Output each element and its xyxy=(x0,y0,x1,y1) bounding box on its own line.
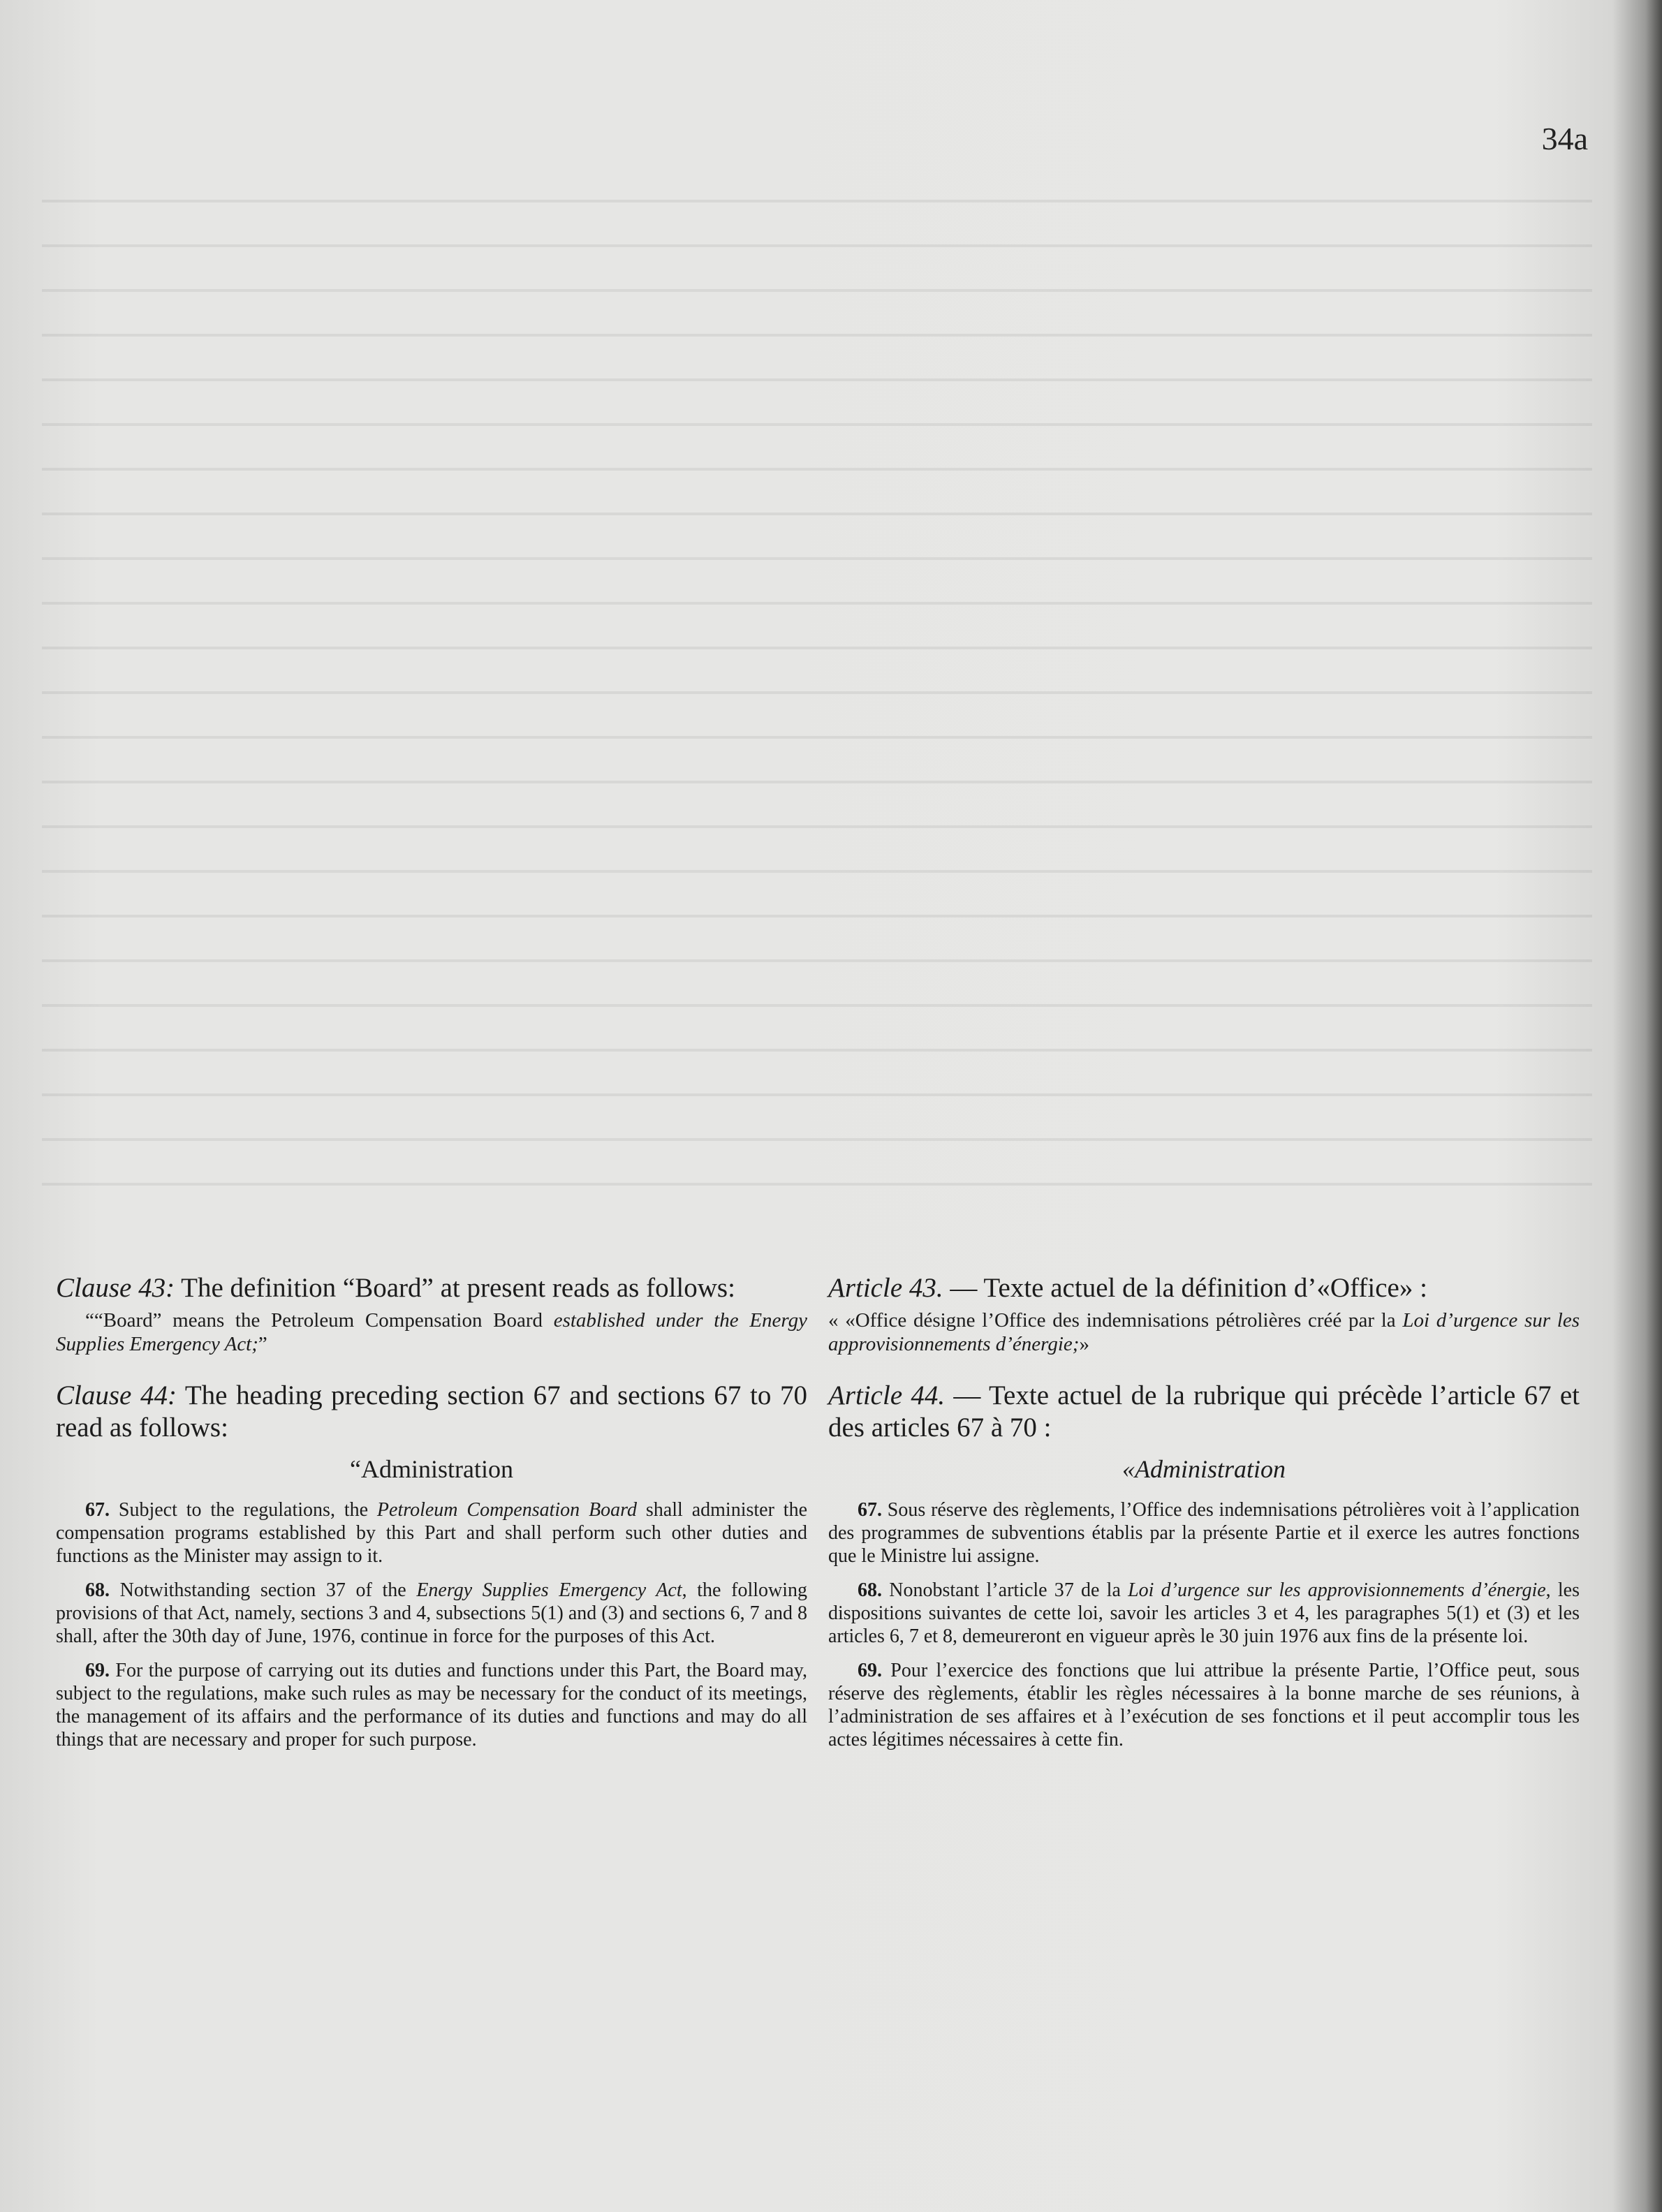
section-text: For the purpose of carrying out its duties and functions under this Part, the Board may, subject to the regulations, make such rules as may be necessary for the conduct of its meetings, the management of its affairs and the performance of its duties and functions and may do all things that are necessary and proper for such purpose. xyxy=(56,1660,807,1750)
section-number: 67. xyxy=(858,1499,882,1521)
page-number: 34a xyxy=(1541,121,1588,156)
administration-title-fr: «Administration xyxy=(1122,1455,1286,1483)
article-43-heading xyxy=(828,1272,1580,1304)
quote-italic: established under the Energy Supplies Emergency Act; xyxy=(56,1309,807,1355)
english-column xyxy=(56,1272,807,1762)
article-44-heading xyxy=(828,1380,1580,1444)
section-number: 68. xyxy=(858,1579,882,1601)
section-68 xyxy=(56,1579,807,1648)
article-43-lead: Article 43. xyxy=(828,1273,943,1303)
article-44-text: — Texte actuel de la rubrique qui précède l’article 67 et des articles 67 à 70 : xyxy=(828,1380,1580,1443)
quote-italic: Loi d’urgence sur les approvisionnements d’énergie; xyxy=(828,1309,1580,1355)
clause-43-lead: Clause 43: xyxy=(56,1273,175,1303)
clause-44-lead: Clause 44: xyxy=(56,1380,177,1410)
section-text-end: , the following provisions of that Act, namely, sections 3 and 4, subsections 5(1) and (3) and sections 6, 7 and 8 shall, after the 30th day of June, 1976, continue in force for the purposes of this Act. xyxy=(56,1579,808,1647)
section-69 xyxy=(56,1659,807,1751)
section-text: Pour l’exercice des fonctions que lui attribue la présente Partie, l’Office peut, sous réserve des règlements, établir les règles nécessaires à la bonne marche de ses réunions, à l’administration de ses affaires et à l’exécution de ses fonctions et il peut accomplir tous les actes légitimes nécessaires à cette fin. xyxy=(828,1660,1580,1750)
section-number: 69. xyxy=(858,1660,882,1681)
board-definition-quote xyxy=(56,1308,807,1356)
french-column xyxy=(828,1272,1580,1762)
article-43-text: — Texte actuel de la définition d’«Office» : xyxy=(943,1273,1427,1303)
article-68 xyxy=(828,1579,1580,1648)
section-67 xyxy=(56,1498,807,1568)
section-italic: Petroleum Compensation Board xyxy=(376,1499,638,1521)
section-number: 69. xyxy=(85,1660,110,1681)
section-number: 67. xyxy=(85,1499,110,1521)
section-text-end: shall administer the compensation programs established by this Part and shall perform such other duties and functions as the Minister may assign to it. xyxy=(56,1499,807,1567)
clause-43-heading xyxy=(56,1272,807,1304)
section-number: 68. xyxy=(85,1579,110,1601)
section-text: Nonobstant l’article 37 de la xyxy=(882,1579,1128,1601)
quote-close: ” xyxy=(258,1333,267,1355)
office-definition-quote xyxy=(828,1308,1580,1356)
article-44-lead: Article 44. xyxy=(828,1380,946,1410)
article-67 xyxy=(828,1498,1580,1568)
section-italic: Loi d’urgence sur les approvisionnements d’énergie xyxy=(1128,1579,1546,1601)
clause-44-heading xyxy=(56,1380,807,1444)
section-text: Notwithstanding section 37 of the xyxy=(110,1579,417,1601)
administration-title: “Administration xyxy=(350,1455,513,1483)
quote-text: « «Office désigne l’Office des indemnisations pétrolières créé par la xyxy=(828,1309,1403,1332)
clause-44-text: The heading preceding section 67 and sections 67 to 70 read as follows: xyxy=(56,1380,807,1443)
section-italic: Energy Supplies Emergency Act xyxy=(416,1579,682,1601)
section-text: Subject to the regulations, the xyxy=(110,1499,377,1521)
quote-close: » xyxy=(1079,1333,1089,1355)
show-through-bleed xyxy=(42,175,1592,1222)
article-69 xyxy=(828,1659,1580,1751)
section-text: Sous réserve des règlements, l’Office des indemnisations pétrolières voit à l’application des programmes de subventions établis par la présente Partie et il exerce les autres fonctions que le Ministre lui assigne. xyxy=(828,1499,1580,1567)
quote-text: ““Board” means the Petroleum Compensation Board xyxy=(85,1309,554,1332)
section-text-end: , les dispositions suivantes de cette loi, savoir les articles 3 et 4, les paragraphes 5(1) et (3) et les articles 6, 7 et 8, demeureront en vigueur après le 30 juin 1976 aux fins de la présente loi. xyxy=(828,1579,1580,1647)
clause-43-text: The definition “Board” at present reads as follows: xyxy=(175,1273,735,1303)
